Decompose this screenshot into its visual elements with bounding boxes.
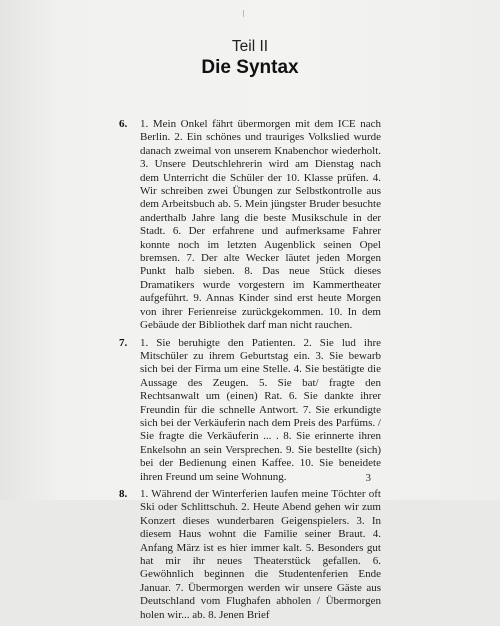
exercise-text: 1. Sie beruhigte den Patienten. 2. Sie lud ihre Mitschüler zu ihrem Geburtstag ein. 3. Sie bewarb sich bei der Firma um eine Stelle. 4. Sie bestätigte die Aussage des Zeugen. 5. Sie bat/ fragte den Rechtsanwalt um (einen) Rat. 6. Sie dankte ihrer Freundin für die schnelle Antwort. 7. Sie erkundigte sich bei der Verkäuferin nach dem Preis des Parfüms. / Sie fragte die Verkäuferin ... . 8. Sie erinnerte ihren Enkelsohn an sein Versprechen. 9. Sie bestellte (sich) bei der Bedienung einen Kaffee. 10. Sie beneidete ihren Freund um seine Wohnung. [140, 336, 381, 483]
exercise-list [119, 118, 381, 626]
page-number: 3 [365, 472, 371, 484]
exercise-number: 8. [119, 487, 128, 500]
exercise-6 [119, 118, 381, 333]
exercise-number: 6. [119, 118, 128, 130]
part-heading: Teil II [231, 38, 269, 55]
exercise-text: 1. Während der Winterferien laufen meine Töchter oft Ski oder Schlittschuh. 2. Heute Abend gehen wir zum Konzert dieses wunderbaren Geigenspielers. 3. In diesem Haus wohnt die Familie seiner Braut. 4. Anfang März ist es hier immer kalt. 5. Besonders gut hat mir ihr neues Theaterstück gefallen. 6. Gewöhnlich beginnen die Studentenferien Ende Januar. 7. Übermorgen werden wir unsere Gäste aus Deutschland vom Flughafen abholen / Übermorgen holen wir... ab. 8. Jenen Brief [140, 487, 381, 621]
exercise-8 [119, 488, 381, 622]
exercise-text: 1. Mein Onkel fährt übermorgen mit dem ICE nach Berlin. 2. Ein schönes und trauriges Volkslied wurde danach zweimal von unserem Knabenchor wiederholt. 3. Unsere Deutschlehrerin wird am Dienstag nach dem Unterricht die Schüler der 10. Klasse prüfen. 4. Wir schreiben zwei Übungen zur Selbstkontrolle aus dem Arbeitsbuch ab. 5. Mein jüngster Bruder besuchte anderthalb Jahre lang die beste Musikschule in der Stadt. 6. Der erfahrene und aufmerksame Fahrer konnte noch im letzten Augenblick seinen Opel bremsen. 7. Der alte Wecker läutet jeden Morgen Punkt halb sieben. 8. Das neue Stück dieses Dramatikers wurde vorgestern im Kammertheater aufgeführt. 9. Annas Kinder sind erst heute Morgen von ihrer Ferienreise zurückgekommen. 10. In dem Gebäude der Bibliothek darf man nicht rauchen. [140, 118, 381, 332]
top-mark [243, 10, 244, 17]
page-title: Die Syntax [201, 57, 299, 78]
exercise-number: 7. [119, 336, 128, 349]
exercise-7 [119, 337, 381, 484]
